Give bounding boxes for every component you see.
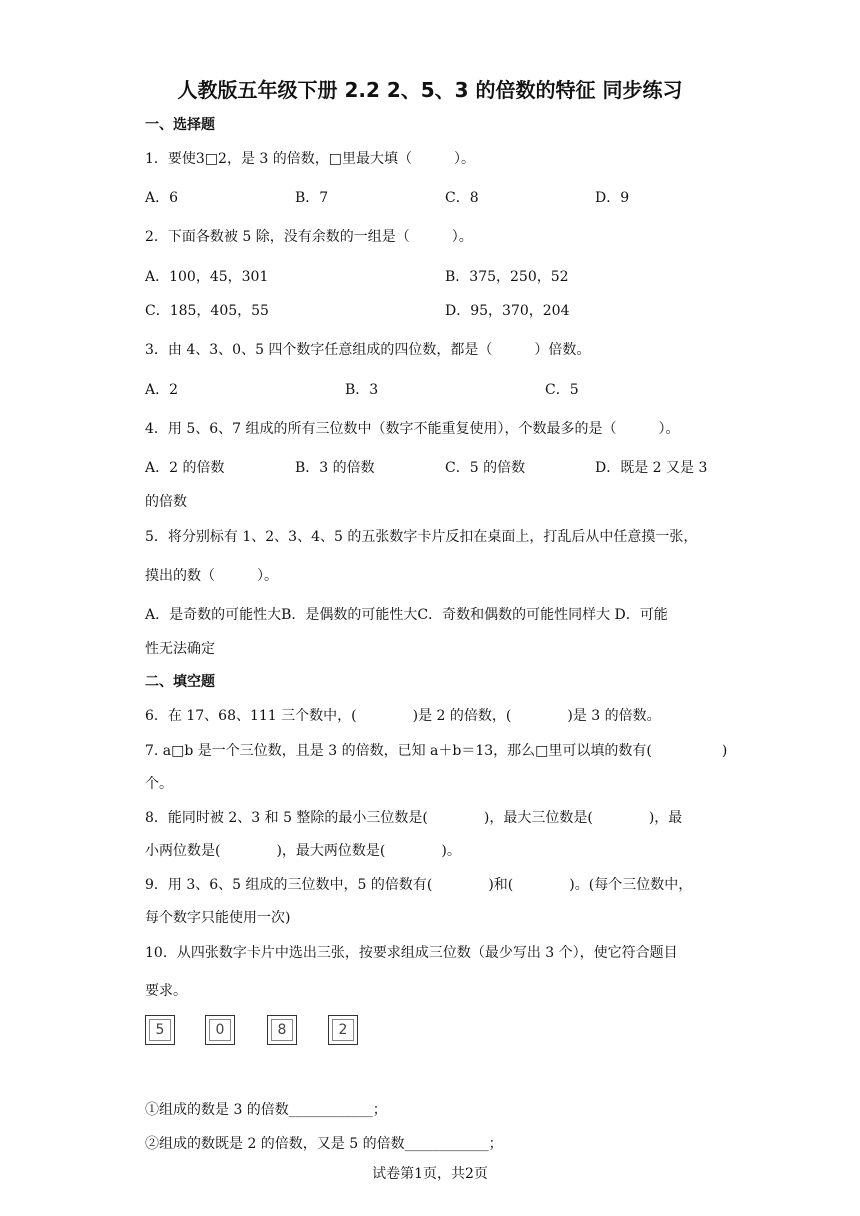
q2-option-d: D．95，370，204 (445, 303, 570, 319)
q4-option-a: A．2 的倍数 (145, 460, 225, 476)
section-heading-choice: 一、选择题 (145, 117, 215, 133)
question-7-line2: 个。 (145, 776, 173, 792)
digit-card: 0 (205, 1015, 235, 1045)
digit-card: 2 (328, 1015, 358, 1045)
q4-option-d: D．既是 2 又是 3 (595, 460, 708, 476)
q10-sub-question-2: ②组成的数既是 2 的倍数，又是 5 的倍数____________； (145, 1136, 503, 1152)
page-footer: 试卷第1页，共2页 (372, 1166, 488, 1182)
q10-sub-question-1: ①组成的数是 3 的倍数____________； (145, 1102, 387, 1118)
question-10-line2: 要求。 (145, 983, 187, 999)
q2-option-c: C．185，405，55 (145, 303, 269, 319)
question-4-stem: 4．用 5、6、7 组成的所有三位数中（数字不能重复使用），个数最多的是（ ）。 (145, 421, 680, 437)
q4-option-b: B．3 的倍数 (295, 460, 375, 476)
question-8-line1: 8．能同时被 2、3 和 5 整除的最小三位数是( )，最大三位数是( )，最 (145, 810, 683, 826)
q2-option-a: A．100，45，301 (145, 269, 269, 285)
q1-option-b: B．7 (295, 190, 329, 206)
question-5-stem-line1: 5．将分别标有 1、2、3、4、5 的五张数字卡片反扣在桌面上，打乱后从中任意摸一张， (145, 529, 698, 545)
section-heading-fill: 二、填空题 (145, 674, 215, 690)
question-2-stem: 2．下面各数被 5 除，没有余数的一组是（ ）。 (145, 229, 473, 245)
question-3-stem: 3．由 4、3、0、5 四个数字任意组成的四位数，都是（ ）倍数。 (145, 342, 591, 358)
question-9-line2: 每个数字只能使用一次) (145, 910, 291, 926)
q4-option-c: C．5 的倍数 (445, 460, 526, 476)
page-title: 人教版五年级下册 2.2 2、5、3 的倍数的特征 同步练习 (177, 78, 683, 102)
question-7-line1: 7. a□b 是一个三位数，且是 3 的倍数，已知 a＋b＝13，那么□里可以填的数有( ) (145, 743, 728, 759)
q5-options-line1: A．是奇数的可能性大B．是偶数的可能性大C．奇数和偶数的可能性同样大 D．可能 (145, 607, 668, 623)
q1-option-d: D．9 (595, 190, 630, 206)
question-10-line1: 10．从四张数字卡片中选出三张，按要求组成三位数（最少写出 3 个），使它符合题目 (145, 945, 678, 961)
q3-option-a: A．2 (145, 382, 179, 398)
q5-options-line2: 性无法确定 (145, 641, 215, 657)
q1-option-a: A．6 (145, 190, 179, 206)
digit-card: 5 (145, 1015, 175, 1045)
q3-option-b: B．3 (345, 382, 379, 398)
q2-option-b: B．375，250，52 (445, 269, 569, 285)
q1-option-c: C．8 (445, 190, 479, 206)
q3-option-c: C．5 (545, 382, 579, 398)
question-9-line1: 9．用 3、6、5 组成的三位数中，5 的倍数有( )和( )。(每个三位数中， (145, 877, 693, 893)
q4-option-d-continued: 的倍数 (145, 494, 187, 510)
question-8-line2: 小两位数是( )，最大两位数是( )。 (145, 843, 461, 859)
question-6: 6．在 17、68、111 三个数中，( )是 2 的倍数，( )是 3 的倍数。 (145, 708, 661, 724)
digit-card: 8 (267, 1015, 297, 1045)
question-5-stem-line2: 摸出的数（ ）。 (145, 568, 278, 584)
question-1-stem: 1．要使3□2，是 3 的倍数，□里最大填（ ）。 (145, 151, 475, 167)
